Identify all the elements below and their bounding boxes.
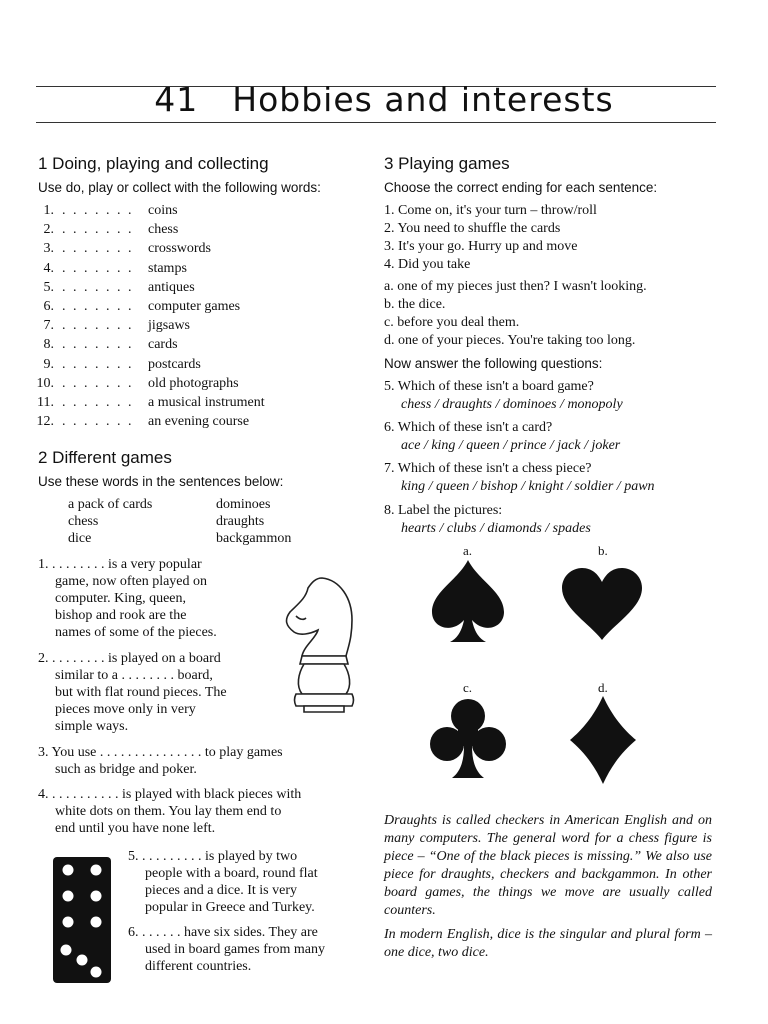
item-word: cards xyxy=(148,337,178,353)
picture-label-b: b. xyxy=(598,543,608,558)
sentence-1 xyxy=(38,556,278,641)
sentence-line: bishop and rook are the xyxy=(55,608,187,623)
answer-blank: . . . . . . . xyxy=(62,203,134,218)
answer-blank: . . . . . . . xyxy=(62,318,134,334)
section-2-instruction: Use these words in the sentences below: xyxy=(38,474,284,489)
item-word: postcards xyxy=(148,356,201,372)
question-options: chess / draughts / dominoes / monopoly xyxy=(401,397,623,412)
picture-label-a: a. xyxy=(463,543,473,558)
sentence-line: simple ways. xyxy=(55,719,129,734)
answer-blank: . . . . . . . xyxy=(62,222,134,238)
item-word: computer games xyxy=(148,299,241,314)
section-2-heading: 2 Different games xyxy=(38,448,172,467)
word-box-item: backgammon xyxy=(216,531,292,546)
sentence-line: 6. . . . . . . have six sides. They are xyxy=(128,925,318,940)
answer-blank: . . . . . . . xyxy=(62,299,134,314)
sentence-5 xyxy=(128,848,368,916)
item-word: old photographs xyxy=(148,375,239,391)
item-word: antiques xyxy=(148,279,195,295)
domino-icon xyxy=(52,856,112,984)
section-3-instruction-2: Now answer the following questions: xyxy=(384,356,603,371)
diamond-icon xyxy=(568,694,638,786)
vocab-item xyxy=(30,357,201,373)
vocab-item xyxy=(30,414,249,430)
question-options: hearts / clubs / diamonds / spades xyxy=(401,521,591,536)
section-3-heading: 3 Playing games xyxy=(384,154,510,173)
item-word: crosswords xyxy=(148,241,211,257)
word-box-item: dominoes xyxy=(216,497,271,512)
note-paragraph: Draughts is called checkers in American English and on many computers. The general word for a chess figure is piece – “One of the black pieces is missing.” We also use piece for draughts, checkers and backgammon. In other board games, the things we move are usually called counters. xyxy=(384,813,712,918)
sentence-line: similar to a . . . . . . . . board, xyxy=(55,668,213,683)
sentence-line: different countries. xyxy=(145,959,252,974)
answer-blank: . . . . . . . xyxy=(62,356,134,372)
sentence-line: such as bridge and poker. xyxy=(55,762,197,777)
club-icon xyxy=(428,696,508,780)
question-5 xyxy=(384,378,623,414)
question-text: 8. Label the pictures: xyxy=(384,503,503,518)
sentence-line: game, now often played on xyxy=(55,574,208,589)
answer-blank: . . . . . . . xyxy=(62,241,134,257)
vocab-item xyxy=(30,280,195,296)
vocab-item xyxy=(30,261,187,277)
vocab-item xyxy=(30,222,178,238)
item-number: 5. xyxy=(43,279,54,295)
sentence-starts xyxy=(384,202,597,274)
sentence-start: 2. You need to shuffle the cards xyxy=(384,221,561,236)
sentence-line: people with a board, round flat xyxy=(145,866,318,881)
sentence-line: end until you have none left. xyxy=(55,821,216,836)
heart-icon xyxy=(560,566,644,642)
word-box-left xyxy=(68,496,152,547)
sentence-start: 1. Come on, it's your turn – throw/roll xyxy=(384,203,597,218)
item-word: coins xyxy=(148,203,178,218)
word-box-item: draughts xyxy=(216,514,265,529)
vocab-item xyxy=(30,395,265,411)
item-number: 2. xyxy=(43,222,54,238)
vocab-item xyxy=(30,318,190,334)
item-number: 4. xyxy=(43,260,54,276)
unit-number: 41 xyxy=(154,80,199,119)
sentence-2 xyxy=(38,650,288,735)
sentence-line: used in board games from many xyxy=(145,942,326,957)
item-number: 7. xyxy=(43,318,54,334)
question-text: 6. Which of these isn't a card? xyxy=(384,420,553,435)
item-number: 6. xyxy=(43,299,54,314)
vocab-item xyxy=(30,337,178,353)
item-number: 12. xyxy=(36,414,54,430)
sentence-line: names of some of the pieces. xyxy=(55,625,217,640)
sentence-line: 2. . . . . . . . . is played on a board xyxy=(38,651,221,666)
sentence-start: 4. Did you take xyxy=(384,257,471,272)
section-3-instruction: Choose the correct ending for each sentence: xyxy=(384,180,658,195)
sentence-3 xyxy=(38,744,368,778)
item-number: 1. xyxy=(43,203,54,218)
item-word: a musical instrument xyxy=(148,395,265,410)
section-1-instruction: Use do, play or collect with the following words: xyxy=(38,180,321,195)
word-box-right xyxy=(216,496,291,547)
question-text: 5. Which of these isn't a board game? xyxy=(384,379,594,394)
sentence-line: white dots on them. You lay them end to xyxy=(55,804,282,819)
answer-blank: . . . . . . . xyxy=(62,414,134,430)
answer-blank: . . . . . . . xyxy=(62,337,134,353)
unit-title: Hobbies and interests xyxy=(232,80,614,119)
sentence-line: 4. . . . . . . . . . . is played with black pieces with xyxy=(38,787,302,802)
sentence-4 xyxy=(38,786,378,837)
picture-label-d: d. xyxy=(598,680,608,695)
section-1-heading: 1 Doing, playing and collecting xyxy=(38,154,269,173)
sentence-ending: b. the dice. xyxy=(384,297,446,312)
knight-chess-piece-icon xyxy=(282,576,362,716)
sentence-line: popular in Greece and Turkey. xyxy=(145,900,315,915)
item-word: stamps xyxy=(148,260,187,276)
question-7 xyxy=(384,460,655,496)
note-paragraph: In modern English, dice is the singular and plural form – one dice, two dice. xyxy=(384,927,712,960)
sentence-ending: d. one of your pieces. You're taking too long. xyxy=(384,333,636,348)
word-box-item: a pack of cards xyxy=(68,497,153,512)
item-word: chess xyxy=(148,222,179,238)
answer-blank: . . . . . . . xyxy=(62,395,134,410)
vocab-item xyxy=(30,299,240,315)
spade-icon xyxy=(428,558,508,644)
answer-blank: . . . . . . . xyxy=(62,279,134,295)
answer-blank: . . . . . . . xyxy=(62,375,134,391)
question-6 xyxy=(384,419,620,455)
header-rule-bottom xyxy=(36,122,716,123)
language-note xyxy=(384,812,712,962)
question-options: king / queen / bishop / knight / soldier / pawn xyxy=(401,479,655,494)
item-word: an evening course xyxy=(148,414,250,430)
sentence-line: 5. . . . . . . . . . is played by two xyxy=(128,849,298,864)
word-box-item: dice xyxy=(68,531,92,546)
vocab-item xyxy=(30,376,239,392)
item-number: 3. xyxy=(43,241,54,257)
sentence-line: but with flat round pieces. The xyxy=(55,685,227,700)
answer-blank: . . . . . . . xyxy=(62,260,134,276)
question-options: ace / king / queen / prince / jack / joker xyxy=(401,438,621,453)
page-title xyxy=(0,80,768,119)
sentence-line: computer. King, queen, xyxy=(55,591,187,606)
sentence-start: 3. It's your go. Hurry up and move xyxy=(384,239,578,254)
sentence-ending: a. one of my pieces just then? I wasn't looking. xyxy=(384,279,647,294)
sentence-ending: c. before you deal them. xyxy=(384,315,520,330)
item-number: 8. xyxy=(43,337,54,353)
sentence-6 xyxy=(128,924,378,975)
picture-label-c: c. xyxy=(463,680,473,695)
sentence-line: 3. You use . . . . . . . . . . . . . . . to play games xyxy=(38,745,283,760)
vocab-item xyxy=(30,203,178,219)
sentence-line: pieces and a dice. It is very xyxy=(145,883,297,898)
vocab-item xyxy=(30,241,211,257)
item-number: 9. xyxy=(43,356,54,372)
item-word: jigsaws xyxy=(148,318,190,334)
word-box-item: chess xyxy=(68,514,99,529)
question-8 xyxy=(384,502,591,538)
question-text: 7. Which of these isn't a chess piece? xyxy=(384,461,592,476)
item-number: 10. xyxy=(36,375,54,391)
sentence-line: pieces move only in very xyxy=(55,702,196,717)
sentence-endings xyxy=(384,278,647,350)
sentence-line: 1. . . . . . . . . is a very popular xyxy=(38,557,202,572)
item-number: 11. xyxy=(37,395,54,410)
